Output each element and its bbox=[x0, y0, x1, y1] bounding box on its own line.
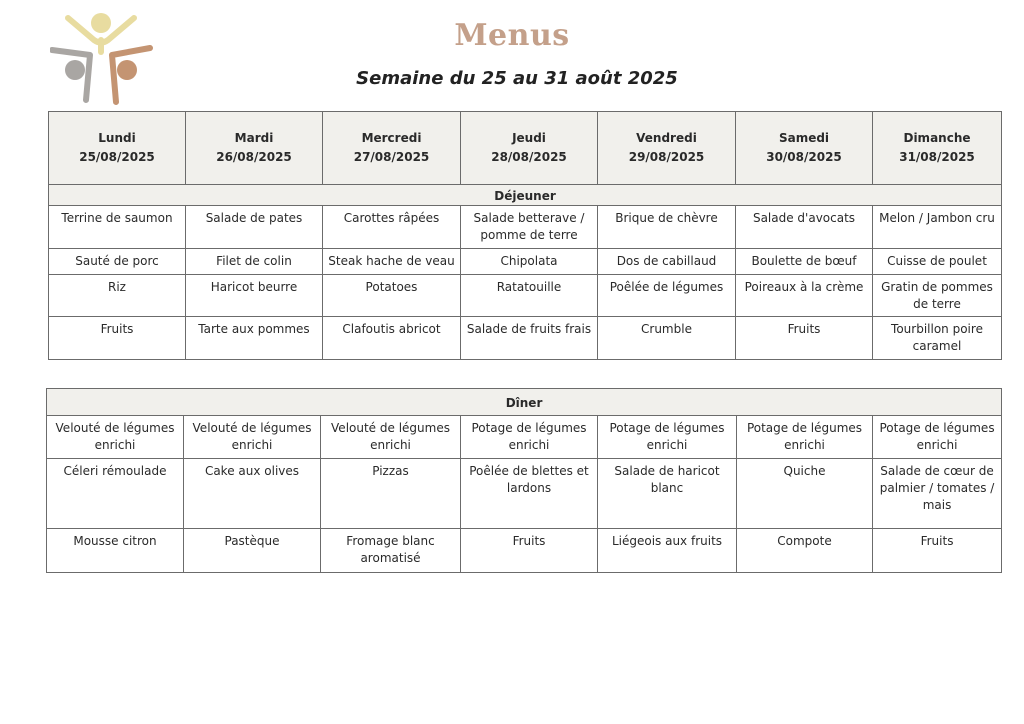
menu-cell: Fruits bbox=[873, 529, 1002, 573]
menu-cell: Salade betterave / pomme de terre bbox=[461, 206, 598, 249]
menu-cell: Terrine de saumon bbox=[49, 206, 186, 249]
menu-cell: Clafoutis abricot bbox=[323, 317, 461, 360]
menu-cell: Fruits bbox=[49, 317, 186, 360]
table-row bbox=[47, 459, 1002, 529]
menu-cell: Potage de légumes enrichi bbox=[461, 416, 598, 459]
table-row bbox=[49, 206, 1002, 249]
lunch-section-label: Déjeuner bbox=[49, 185, 1002, 206]
menu-cell: Mousse citron bbox=[47, 529, 184, 573]
day-header-cell bbox=[49, 112, 186, 185]
menu-cell: Cuisse de poulet bbox=[873, 249, 1002, 275]
day-date: 31/08/2025 bbox=[899, 150, 975, 164]
menu-cell: Carottes râpées bbox=[323, 206, 461, 249]
lunch-table bbox=[48, 111, 1002, 360]
menu-cell: Crumble bbox=[598, 317, 736, 360]
day-name: Jeudi bbox=[512, 131, 546, 145]
menu-cell: Fruits bbox=[736, 317, 873, 360]
day-name: Samedi bbox=[778, 131, 830, 145]
menu-cell: Poireaux à la crème bbox=[736, 275, 873, 317]
day-header-cell bbox=[323, 112, 461, 185]
day-name: Mardi bbox=[234, 131, 274, 145]
menu-cell: Liégeois aux fruits bbox=[598, 529, 737, 573]
week-subtitle: Semaine du 25 au 31 août 2025 bbox=[356, 68, 678, 89]
day-name: Lundi bbox=[98, 131, 136, 145]
menu-cell: Tarte aux pommes bbox=[186, 317, 323, 360]
menu-cell: Salade de fruits frais bbox=[461, 317, 598, 360]
day-date: 27/08/2025 bbox=[353, 150, 430, 164]
menu-cell: Compote bbox=[737, 529, 873, 573]
day-name: Dimanche bbox=[903, 131, 971, 145]
day-date: 29/08/2025 bbox=[628, 150, 705, 164]
day-name: Mercredi bbox=[361, 131, 422, 145]
table-row bbox=[47, 416, 1002, 459]
menu-cell: Fruits bbox=[461, 529, 598, 573]
menu-cell: Velouté de légumes enrichi bbox=[47, 416, 184, 459]
day-header-row bbox=[49, 112, 1002, 185]
menu-cell: Velouté de légumes enrichi bbox=[184, 416, 321, 459]
menu-cell: Potatoes bbox=[323, 275, 461, 317]
dinner-section-label: Dîner bbox=[47, 389, 1002, 416]
day-header-cell bbox=[461, 112, 598, 185]
menu-cell: Céleri rémoulade bbox=[47, 459, 184, 529]
menu-cell: Potage de légumes enrichi bbox=[598, 416, 737, 459]
table-row bbox=[49, 317, 1002, 360]
day-date: 30/08/2025 bbox=[766, 150, 842, 164]
menu-cell: Salade de cœur de palmier / tomates / mais bbox=[873, 459, 1002, 529]
menu-cell: Tourbillon poire caramel bbox=[873, 317, 1002, 360]
day-date: 28/08/2025 bbox=[491, 150, 567, 164]
menu-cell: Cake aux olives bbox=[184, 459, 321, 529]
page-title: Menus bbox=[454, 18, 570, 53]
menu-cell: Riz bbox=[49, 275, 186, 317]
table-row bbox=[47, 529, 1002, 573]
day-header-cell bbox=[873, 112, 1002, 185]
table-row bbox=[49, 275, 1002, 317]
menu-cell: Sauté de porc bbox=[49, 249, 186, 275]
day-date: 25/08/2025 bbox=[79, 150, 155, 164]
menu-cell: Haricot beurre bbox=[186, 275, 323, 317]
day-header-cell bbox=[736, 112, 873, 185]
menu-cell: Steak hache de veau bbox=[323, 249, 461, 275]
menu-cell: Filet de colin bbox=[186, 249, 323, 275]
menu-cell: Gratin de pommes de terre bbox=[873, 275, 1002, 317]
menu-cell: Pizzas bbox=[321, 459, 461, 529]
menu-cell: Fromage blanc aromatisé bbox=[321, 529, 461, 573]
menu-cell: Poêlée de légumes bbox=[598, 275, 736, 317]
day-header-cell bbox=[598, 112, 736, 185]
lunch-section-row bbox=[49, 185, 1002, 206]
menu-cell: Boulette de bœuf bbox=[736, 249, 873, 275]
menu-cell: Salade d'avocats bbox=[736, 206, 873, 249]
menu-cell: Quiche bbox=[737, 459, 873, 529]
menu-cell: Potage de légumes enrichi bbox=[737, 416, 873, 459]
day-name: Vendredi bbox=[636, 131, 697, 145]
table-row bbox=[49, 249, 1002, 275]
menu-cell: Dos de cabillaud bbox=[598, 249, 736, 275]
menu-cell: Velouté de légumes enrichi bbox=[321, 416, 461, 459]
menu-cell: Melon / Jambon cru bbox=[873, 206, 1002, 249]
dinner-table bbox=[46, 388, 1002, 573]
menu-cell: Salade de haricot blanc bbox=[598, 459, 737, 529]
menu-cell: Pastèque bbox=[184, 529, 321, 573]
dinner-section-row bbox=[47, 389, 1002, 416]
day-date: 26/08/2025 bbox=[216, 150, 292, 164]
day-header-cell bbox=[186, 112, 323, 185]
menu-cell: Ratatouille bbox=[461, 275, 598, 317]
menu-cell: Potage de légumes enrichi bbox=[873, 416, 1002, 459]
menu-cell: Poêlée de blettes et lardons bbox=[461, 459, 598, 529]
menu-cell: Salade de pates bbox=[186, 206, 323, 249]
menu-cell: Brique de chèvre bbox=[598, 206, 736, 249]
menu-cell: Chipolata bbox=[461, 249, 598, 275]
